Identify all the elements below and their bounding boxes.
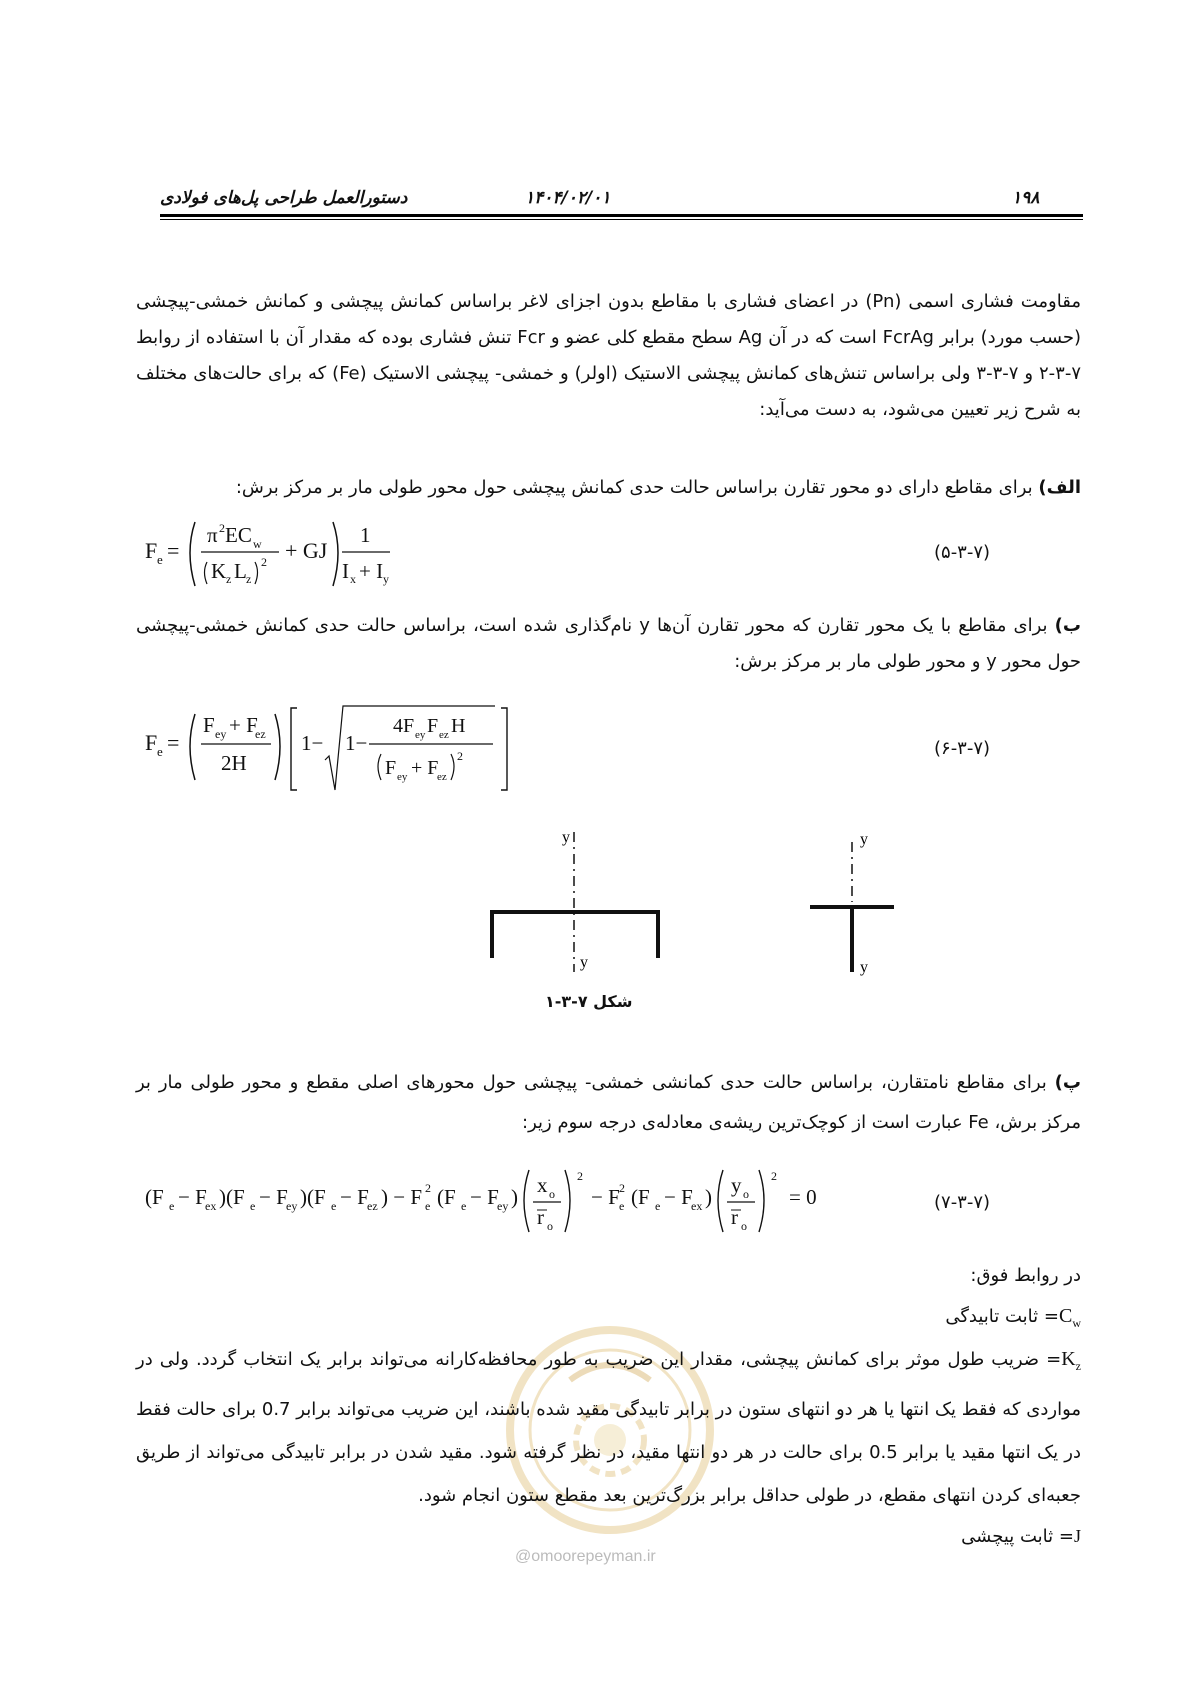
tee-axis-y-bottom: y: [860, 959, 868, 976]
svg-text:I: I: [342, 559, 349, 583]
svg-text:z: z: [226, 572, 232, 586]
definition-j: J= ثابت پیچشی: [961, 1526, 1081, 1547]
svg-text:− F: − F: [470, 1185, 499, 1209]
svg-text:): ): [511, 1185, 518, 1209]
svg-text:F: F: [427, 715, 439, 737]
svg-text:− F: − F: [664, 1185, 693, 1209]
svg-text:− F: − F: [259, 1185, 288, 1209]
tee-axis-y-top: y: [860, 831, 868, 848]
svg-text:=: =: [167, 538, 180, 563]
svg-text:F: F: [145, 538, 158, 563]
svg-text:− F: − F: [591, 1185, 620, 1209]
figure-7-3-1: [480, 822, 920, 982]
svg-text:e: e: [157, 552, 163, 567]
svg-text:1−: 1−: [301, 731, 324, 755]
svg-text:2H: 2H: [221, 751, 247, 775]
svg-text:e: e: [461, 1199, 467, 1213]
svg-text:− F: − F: [178, 1185, 207, 1209]
channel-axis-y-top: y: [562, 829, 570, 846]
case-c-paragraph: [136, 1063, 1081, 1143]
header-date: ۱۴۰۴/۰۲/۰۱: [525, 188, 611, 208]
svg-text:L: L: [234, 559, 247, 583]
svg-text:z: z: [246, 572, 252, 586]
svg-text:+ F: + F: [229, 713, 258, 737]
svg-text:y: y: [731, 1173, 742, 1197]
svg-text:e: e: [425, 1199, 431, 1213]
svg-text:1: 1: [360, 523, 371, 547]
definition-kz-text: = ضریب طول موثر برای کمانش پیچشی، مقدار این ضریب به طور محافظه‌کارانه می‌تواند برابر یک انتخاب گردد. ولی در مواردی که فقط یک انتها یا هر دو انتهای ستون در برابر تابیدگی مقید شده باشند، این ضریب می‌تواند برابر 0.7 برای حالت فقط در یک انتها مقید یا برابر 0.5 برای حالت در هر دو انتها مقید، در نظر گرفته شود. مقید شدن در برابر تابیدگی می‌تواند از طریق جعبه‌ای کردن انتهای مقطع، در طولی حداقل برابر بزرگ‌ترین بعد مقطع ستون انجام شود.: [136, 1349, 1082, 1506]
svg-text:EC: EC: [225, 523, 252, 547]
case-a-paragraph: [136, 470, 1081, 506]
svg-text:− F: − F: [340, 1185, 369, 1209]
svg-text:F: F: [145, 730, 158, 755]
svg-text:1−: 1−: [345, 731, 368, 755]
svg-text:ez: ez: [439, 729, 449, 741]
figure-caption: شکل ۷-۳-۱: [545, 992, 633, 1011]
watermark-url: @omoorepeyman.ir: [515, 1548, 656, 1565]
svg-text:ex: ex: [205, 1199, 217, 1213]
svg-text:2: 2: [457, 749, 463, 763]
svg-text:ey: ey: [286, 1199, 298, 1213]
svg-text:2: 2: [577, 1169, 583, 1183]
definition-j-text: = ثابت پیچشی: [961, 1526, 1074, 1547]
svg-text:F: F: [385, 757, 397, 779]
svg-text:x: x: [537, 1173, 548, 1197]
svg-text:π: π: [207, 523, 218, 547]
svg-text:2: 2: [261, 555, 267, 569]
case-c-label: پ): [1054, 1072, 1081, 1093]
svg-text:ez: ez: [367, 1199, 378, 1213]
svg-text:ex: ex: [691, 1199, 703, 1213]
svg-text:F: F: [203, 713, 215, 737]
header-rule-thin: [160, 219, 1083, 220]
svg-text:2: 2: [619, 1181, 625, 1195]
svg-text:): ): [705, 1185, 712, 1209]
svg-text:e: e: [157, 744, 163, 759]
definition-cw-text: = ثابت تابیدگی: [945, 1306, 1059, 1327]
equation-7-3-7: [145, 1160, 865, 1240]
svg-text:= 0: = 0: [789, 1185, 817, 1209]
definition-kz: $K_z=$ ضریب طول موثر برای کمانش پیچشی، مقدار این ضریب به طور محافظه‌کارانه می‌تواند برابر یک انتخاب گردد. ولی در مواردی که فقط یک انتها یا هر دو انتهای ستون در برابر تابیدگی مقید شده باشند، این ضریب می‌تواند برابر 0.7 برای حالت فقط در یک انتها مقید یا برابر 0.5 برای حالت در هر دو انتها مقید، در نظر گرفته شود. مقید شدن در برابر تابیدگی می‌تواند از طریق جعبه‌ای کردن انتهای مقطع، در طولی حداقل برابر بزرگ‌ترین بعد مقطع ستون انجام شود.: [136, 1348, 1082, 1506]
tee-section: [810, 831, 894, 976]
svg-text:ey: ey: [415, 729, 426, 741]
channel-section: [490, 829, 660, 972]
equation-6-3-7: [145, 700, 535, 800]
svg-text:ez: ez: [255, 727, 266, 741]
case-a-label: الف): [1038, 477, 1081, 498]
equation-number-5-3-7: (۵-۳-۷): [934, 542, 991, 563]
svg-text:+ F: + F: [411, 757, 439, 779]
svg-text:ey: ey: [497, 1199, 509, 1213]
header-title: دستورالعمل طراحی پل‌های فولادی: [160, 188, 408, 208]
svg-text:2: 2: [219, 521, 225, 535]
svg-text:w: w: [253, 537, 262, 551]
case-b-text: برای مقاطع با یک محور تقارن که محور تقارن آن‌ها y نام‌گذاری شده است، براساس حالت حدی کمانش خمشی-پیچشی حول محور y و محور طولی مار بر مرکز برش:: [136, 615, 1081, 672]
case-b-paragraph: [136, 608, 1081, 680]
svg-text:ez: ez: [437, 771, 447, 783]
svg-text:(F: (F: [631, 1185, 650, 1209]
svg-text:x: x: [350, 572, 356, 586]
svg-text:o: o: [741, 1219, 747, 1233]
svg-text:e: e: [655, 1199, 661, 1213]
case-c-text: برای مقاطع نامتقارن، براساس حالت حدی کمانشی خمشی- پیچشی حول محورهای اصلی مقطع و محور طولی مار بر مرکز برش، Fe عبارت است از کوچک‌ترین ریشه‌ی معادله‌ی درجه سوم زیر:: [136, 1072, 1081, 1133]
svg-text:e: e: [619, 1199, 625, 1213]
equation-number-6-3-7: (۶-۳-۷): [934, 738, 991, 759]
svg-text:=: =: [167, 730, 180, 755]
svg-text:e: e: [331, 1199, 337, 1213]
equation-number-7-3-7: (۷-۳-۷): [934, 1192, 991, 1213]
intro-paragraph: [136, 284, 1081, 428]
definition-cw: $C_w=$ ثابت تابیدگی: [945, 1305, 1081, 1330]
intro-text: مقاومت فشاری اسمی (Pn) در اعضای فشاری با مقاطع بدون اجزای لاغر براساس کمانش پیچشی و کمانش خمشی-پیچشی (حسب مورد) برابر FcrAg است که در آن Ag سطح مقطع کلی عضو و Fcr تنش فشاری بوده که مقدار آن با استفاده از روابط ۷-۳-۲ و ۷-۳-۳ ولی براساس تنش‌های کمانش پیچشی الاستیک (اولر) و خمشی- پیچشی الاستیک (Fe) که برای حالت‌های مختلف به شرح زیر تعیین می‌شود، به دست می‌آید:: [136, 291, 1082, 420]
svg-text:2: 2: [771, 1169, 777, 1183]
svg-text:)(F: )(F: [219, 1185, 245, 1209]
svg-text:(F: (F: [437, 1185, 456, 1209]
svg-text:K: K: [211, 559, 227, 583]
case-b-label: ب): [1054, 615, 1081, 636]
svg-text:o: o: [549, 1187, 555, 1201]
svg-text:y: y: [383, 572, 389, 586]
svg-text:ey: ey: [397, 771, 408, 783]
channel-axis-y-bottom: y: [580, 954, 588, 971]
equation-5-3-7: [145, 510, 445, 595]
definitions-intro: در روابط فوق:: [970, 1265, 1081, 1286]
svg-text:r: r: [537, 1205, 544, 1229]
svg-text:e: e: [169, 1199, 175, 1213]
svg-text:+ I: + I: [359, 559, 384, 583]
svg-text:) − F: ) − F: [381, 1185, 423, 1209]
svg-text:o: o: [743, 1187, 749, 1201]
svg-text:)(F: )(F: [300, 1185, 326, 1209]
svg-text:+ GJ: + GJ: [285, 538, 328, 563]
svg-text:(F: (F: [145, 1185, 164, 1209]
svg-text:e: e: [250, 1199, 256, 1213]
case-a-text: برای مقاطع دارای دو محور تقارن براساس حالت حدی کمانش پیچشی حول محور طولی مار بر مرکز برش:: [235, 477, 1033, 498]
svg-text:4F: 4F: [393, 715, 415, 737]
page-number: ۱۹۸: [1012, 188, 1040, 208]
svg-text:r: r: [731, 1205, 738, 1229]
svg-text:2: 2: [425, 1181, 431, 1195]
svg-text:ey: ey: [215, 727, 227, 741]
svg-text:o: o: [547, 1219, 553, 1233]
svg-text:H: H: [451, 715, 466, 737]
header-rule: [160, 214, 1083, 217]
